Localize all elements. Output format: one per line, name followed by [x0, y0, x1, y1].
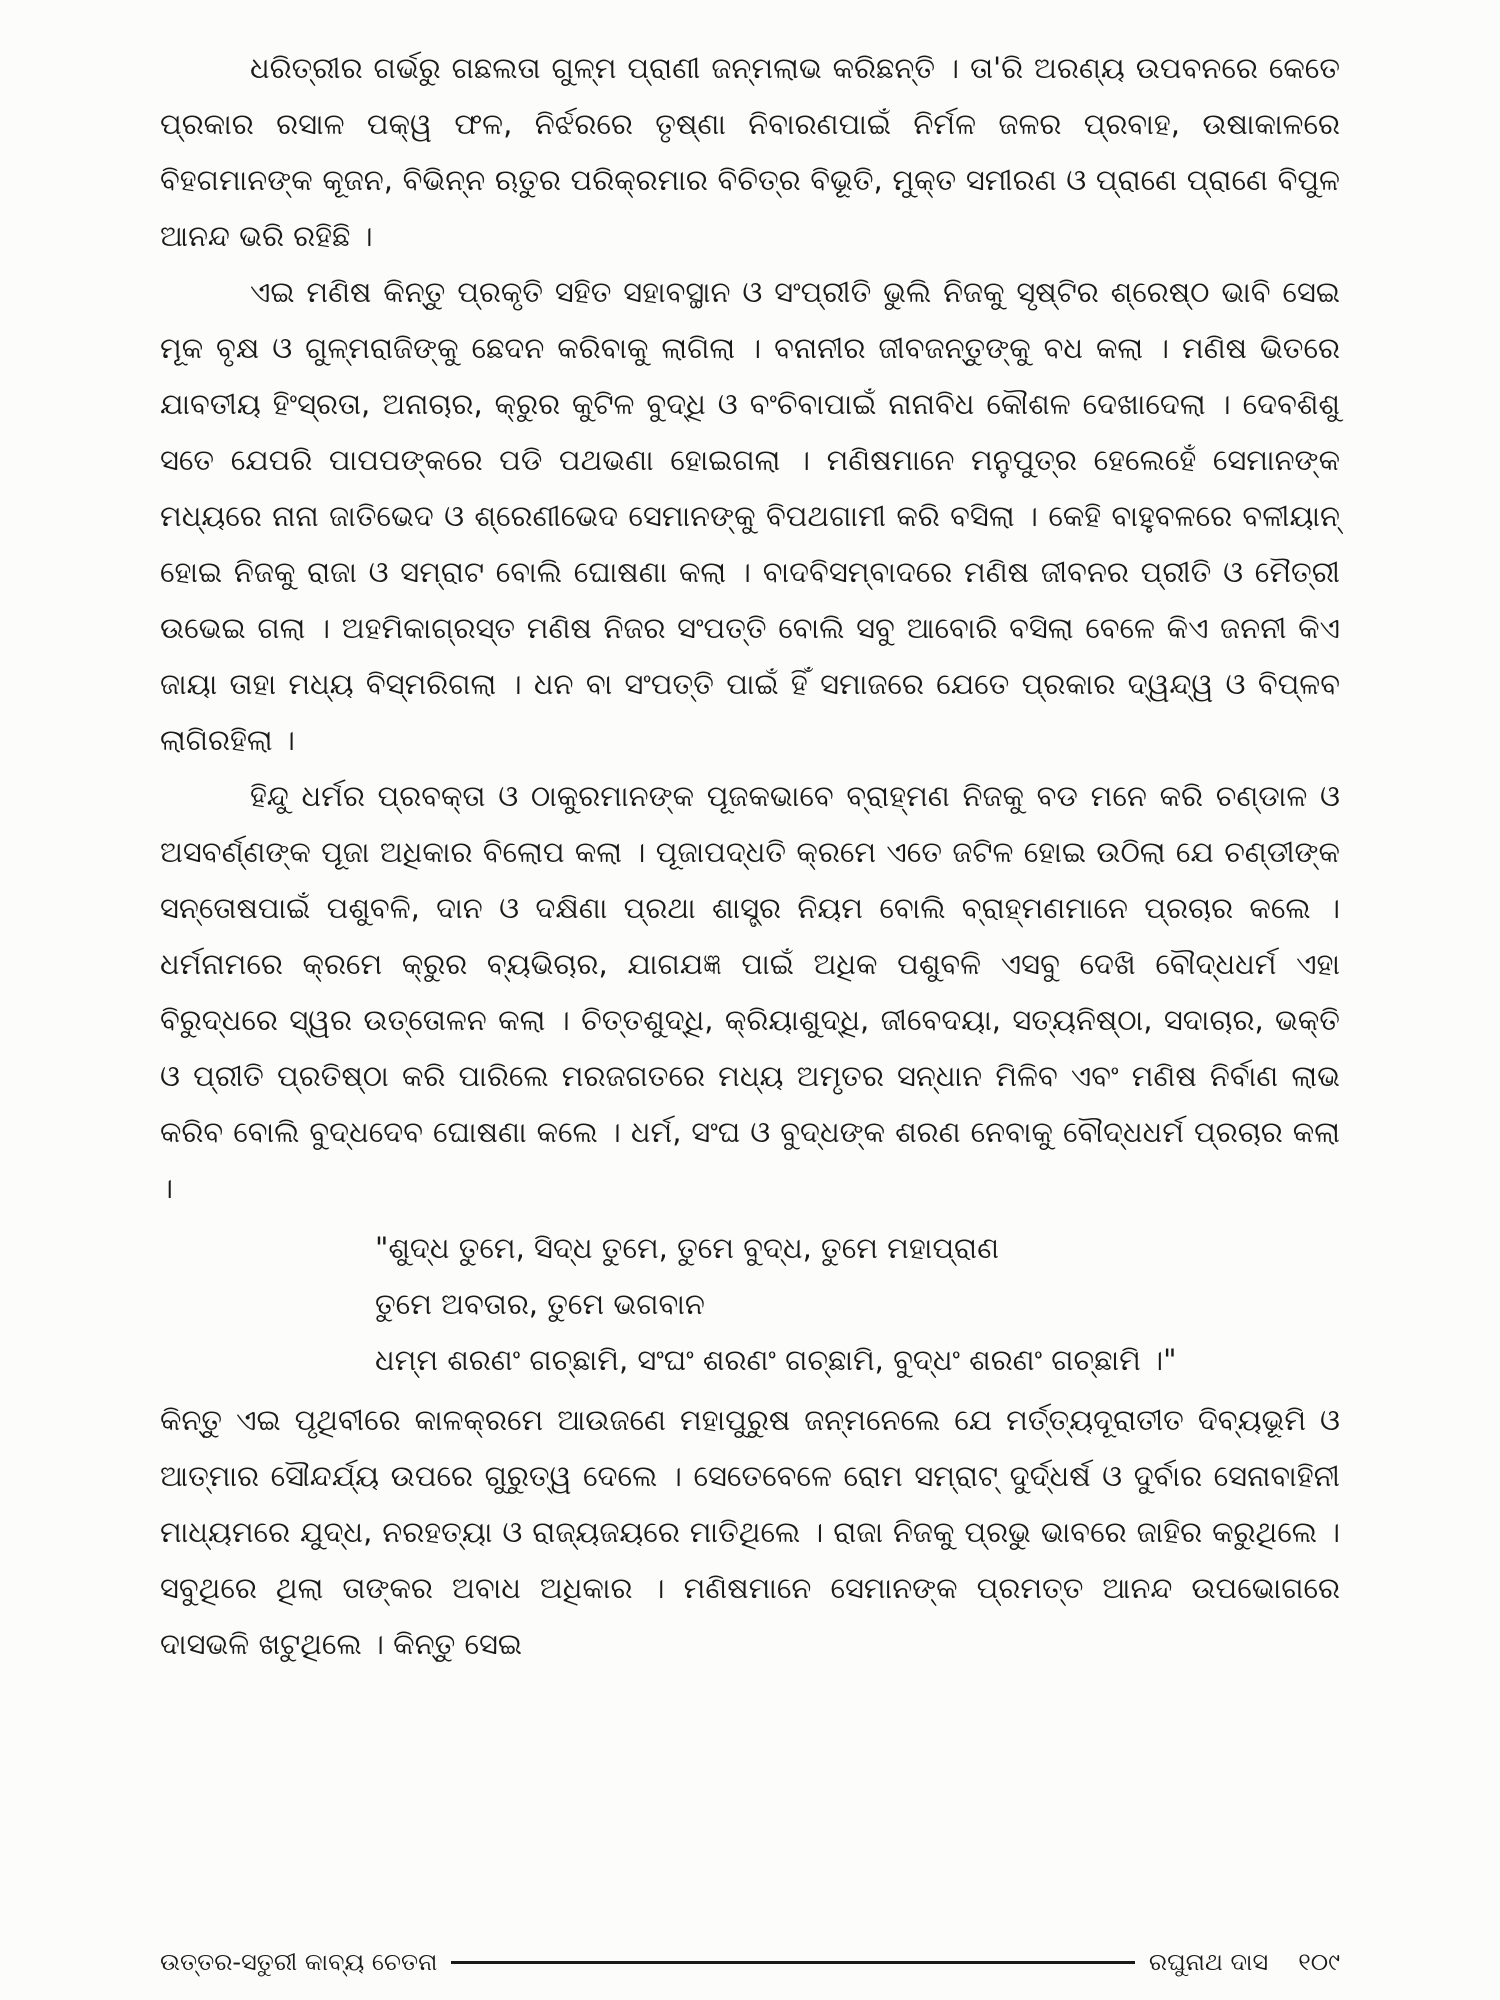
paragraph-3: ହିନ୍ଦୁ ଧର୍ମର ପ୍ରବକ୍ତା ଓ ଠାକୁରମାନଙ୍କ ପୂଜକଭାବେ ବ୍ରାହ୍ମଣ ନିଜକୁ ବଡ ମନେ କରି ଚଣ୍ଡାଳ ଓ ଅସବର୍ଣ୍ଣଙ୍କ ପୂଜା ଅଧିକାର ବିଲୋପ କଲା । ପୂଜାପଦ୍ଧତି କ୍ରମେ ଏତେ ଜଟିଳ ହୋଇ ଉଠିଲା ଯେ ଚଣ୍ଡୀଙ୍କ ସନ୍ତୋଷପାଇଁ ପଶୁବଳି, ଦାନ ଓ ଦକ୍ଷିଣା ପ୍ରଥା ଶାସ୍ତ୍ର ନିୟମ ବୋଲି ବ୍ରାହ୍ମଣମାନେ ପ୍ରଚାର କଲେ । ଧର୍ମନାମରେ କ୍ରମେ କ୍ରୁର ବ୍ୟଭିଚାର, ଯାଗଯଜ୍ଞ ପାଇଁ ଅଧିକ ପଶୁବଳି ଏସବୁ ଦେଖି ବୌଦ୍ଧଧର୍ମ ଏହା ବିରୁଦ୍ଧରେ ସ୍ୱର ଉତ୍ତୋଳନ କଲା । ଚିତ୍ତଶୁଦ୍ଧି, କ୍ରିୟାଶୁଦ୍ଧି, ଜୀବେଦୟା, ସତ୍ୟନିଷ୍ଠା, ସଦାଚାର, ଭକ୍ତି ଓ ପ୍ରୀତି ପ୍ରତିଷ୍ଠା କରି ପାରିଲେ ମରଜଗତରେ ମଧ୍ୟ ଅମୃତର ସନ୍ଧାନ ମିଳିବ ଏବଂ ମଣିଷ ନିର୍ବାଣ ଲାଭ କରିବ ବୋଲି ବୁଦ୍ଧଦେବ ଘୋଷଣା କଲେ । ଧର୍ମ, ସଂଘ ଓ ବୁଦ୍ଧଙ୍କ ଶରଣ ନେବାକୁ ବୌଦ୍ଧଧର୍ମ ପ୍ରଚାର କଲା । [160, 779, 1340, 1205]
author-name: ରଘୁନାଥ ଦାସ [1148, 1948, 1269, 1976]
page-footer [160, 1942, 1340, 1982]
verse-line-1: "ଶୁଦ୍ଧ ତୁମେ, ସିଦ୍ଧ ତୁମେ, ତୁମେ ବୁଦ୍ଧ, ତୁମେ ମହାପ୍ରାଣ [375, 1231, 1000, 1265]
paragraph-1: ଧରିତ୍ରୀର ଗର୍ଭରୁ ଗଛଲତା ଗୁଳ୍ମ ପ୍ରାଣୀ ଜନ୍ମଲାଭ କରିଛନ୍ତି । ତା'ରି ଅରଣ୍ୟ ଉପବନରେ କେତେ ପ୍ରକାର ରସାଳ ପକ୍ୱ ଫଳ, ନିର୍ଝରରେ ତୃଷ୍ଣା ନିବାରଣପାଇଁ ନିର୍ମଳ ଜଳର ପ୍ରବାହ, ଉଷାକାଳରେ ବିହଗମାନଙ୍କ କୂଜନ, ବିଭିନ୍ନ ଋତୁର ପରିକ୍ରମାର ବିଚିତ୍ର ବିଭୂତି, ମୁକ୍ତ ସମୀରଣ ଓ ପ୍ରାଣେ ପ୍ରାଣେ ବିପୁଳ ଆନନ୍ଦ ଭରି ରହିଛି । [160, 51, 1340, 253]
closing-paragraph: କିନ୍ତୁ ଏଇ ପୃଥିବୀରେ କାଳକ୍ରମେ ଆଉଜଣେ ମହାପୁରୁଷ ଜନ୍ମନେଲେ ଯେ ମର୍ତ୍ତ୍ୟଦୂରାତୀତ ଦିବ୍ୟଭୂମି ଓ ଆତ୍ମାର ସୌନ୍ଦର୍ଯ୍ୟ ଉପରେ ଗୁରୁତ୍ୱ ଦେଲେ । ସେତେବେଳେ ରୋମ ସମ୍ରାଟ୍ ଦୁର୍ଦ୍ଧର୍ଷ ଓ ଦୁର୍ବାର ସେନାବାହିନୀ ମାଧ୍ୟମରେ ଯୁଦ୍ଧ, ନରହତ୍ୟା ଓ ରାଜ୍ୟଜୟରେ ମାତିଥିଲେ । ରାଜା ନିଜକୁ ପ୍ରଭୁ ଭାବରେ ଜାହିର କରୁଥିଲେ । ସବୁଥିରେ ଥିଲା ତାଙ୍କର ଅବାଧ ଅଧିକାର । ମଣିଷମାନେ ସେମାନଙ୍କ ପ୍ରମତ୍ତ ଆନନ୍ଦ ଉପଭୋଗରେ ଦାସଭଳି ଖଟୁଥିଲେ । କିନ୍ତୁ ସେଇ [160, 1403, 1340, 1661]
page-body [160, 40, 1340, 1940]
book-title: ଉତ୍ତର-ସତୁରୀ କାବ୍ୟ ଚେତନା [160, 1948, 438, 1976]
verse-line-2: ତୁମେ ଅବତାର, ତୁମେ ଭଗବାନ [375, 1287, 705, 1321]
page-number: ୧୦୯ [1298, 1948, 1340, 1976]
verse-line-3: ଧମ୍ମ ଶରଣଂ ଗଚ୍ଛାମି, ସଂଘଂ ଶରଣଂ ଗଚ୍ଛାମି, ବୁଦ୍ଧଂ ଶରଣଂ ଗଚ୍ଛାମି ।" [375, 1343, 1177, 1377]
verse-block [375, 1220, 1340, 1388]
paragraph-2: ଏଇ ମଣିଷ କିନ୍ତୁ ପ୍ରକୃତି ସହିତ ସହାବସ୍ଥାନ ଓ ସଂପ୍ରୀତି ଭୁଲି ନିଜକୁ ସୃଷ୍ଟିର ଶ୍ରେଷ୍ଠ ଭାବି ସେଇ ମୂକ ବୃକ୍ଷ ଓ ଗୁଳ୍ମରାଜିଙ୍କୁ ଛେଦନ କରିବାକୁ ଲାଗିଲା । ବନାନୀର ଜୀବଜନ୍ତୁଙ୍କୁ ବଧ କଲା । ମଣିଷ ଭିତରେ ଯାବତୀୟ ହିଂସ୍ରତା, ଅନାଚାର, କ୍ରୁର କୁଟିଳ ବୁଦ୍ଧି ଓ ବଂଚିବାପାଇଁ ନାନାବିଧ କୌଶଳ ଦେଖାଦେଲା । ଦେବଶିଶୁ ସତେ ଯେପରି ପାପପଙ୍କରେ ପଡି ପଥଭଣା ହୋଇଗଲା । ମଣିଷମାନେ ମନୁପୁତ୍ର ହେଲେହେଁ ସେମାନଙ୍କ ମଧ୍ୟରେ ନାନା ଜାତିଭେଦ ଓ ଶ୍ରେଣୀଭେଦ ସେମାନଙ୍କୁ ବିପଥଗାମୀ କରି ବସିଲା । କେହି ବାହୁବଳରେ ବଳୀୟାନ୍ ହୋଇ ନିଜକୁ ରାଜା ଓ ସମ୍ରାଟ ବୋଲି ଘୋଷଣା କଲା । ବାଦବିସମ୍ବାଦରେ ମଣିଷ ଜୀବନର ପ୍ରୀତି ଓ ମୈତ୍ରୀ ଉଭେଇ ଗଲା । ଅହମିକାଗ୍ରସ୍ତ ମଣିଷ ନିଜର ସଂପତ୍ତି ବୋଲି ସବୁ ଆବୋରି ବସିଲା ବେଳେ କିଏ ଜନନୀ କିଏ ଜାୟା ତାହା ମଧ୍ୟ ବିସ୍ମରିଗଲା । ଧନ ବା ସଂପତ୍ତି ପାଇଁ ହିଁ ସମାଜରେ ଯେତେ ପ୍ରକାର ଦ୍ୱନ୍ଦ୍ୱ ଓ ବିପ୍ଳବ ଲାଗିରହିଲା । [160, 275, 1340, 757]
footer-rule [451, 1961, 1134, 1964]
